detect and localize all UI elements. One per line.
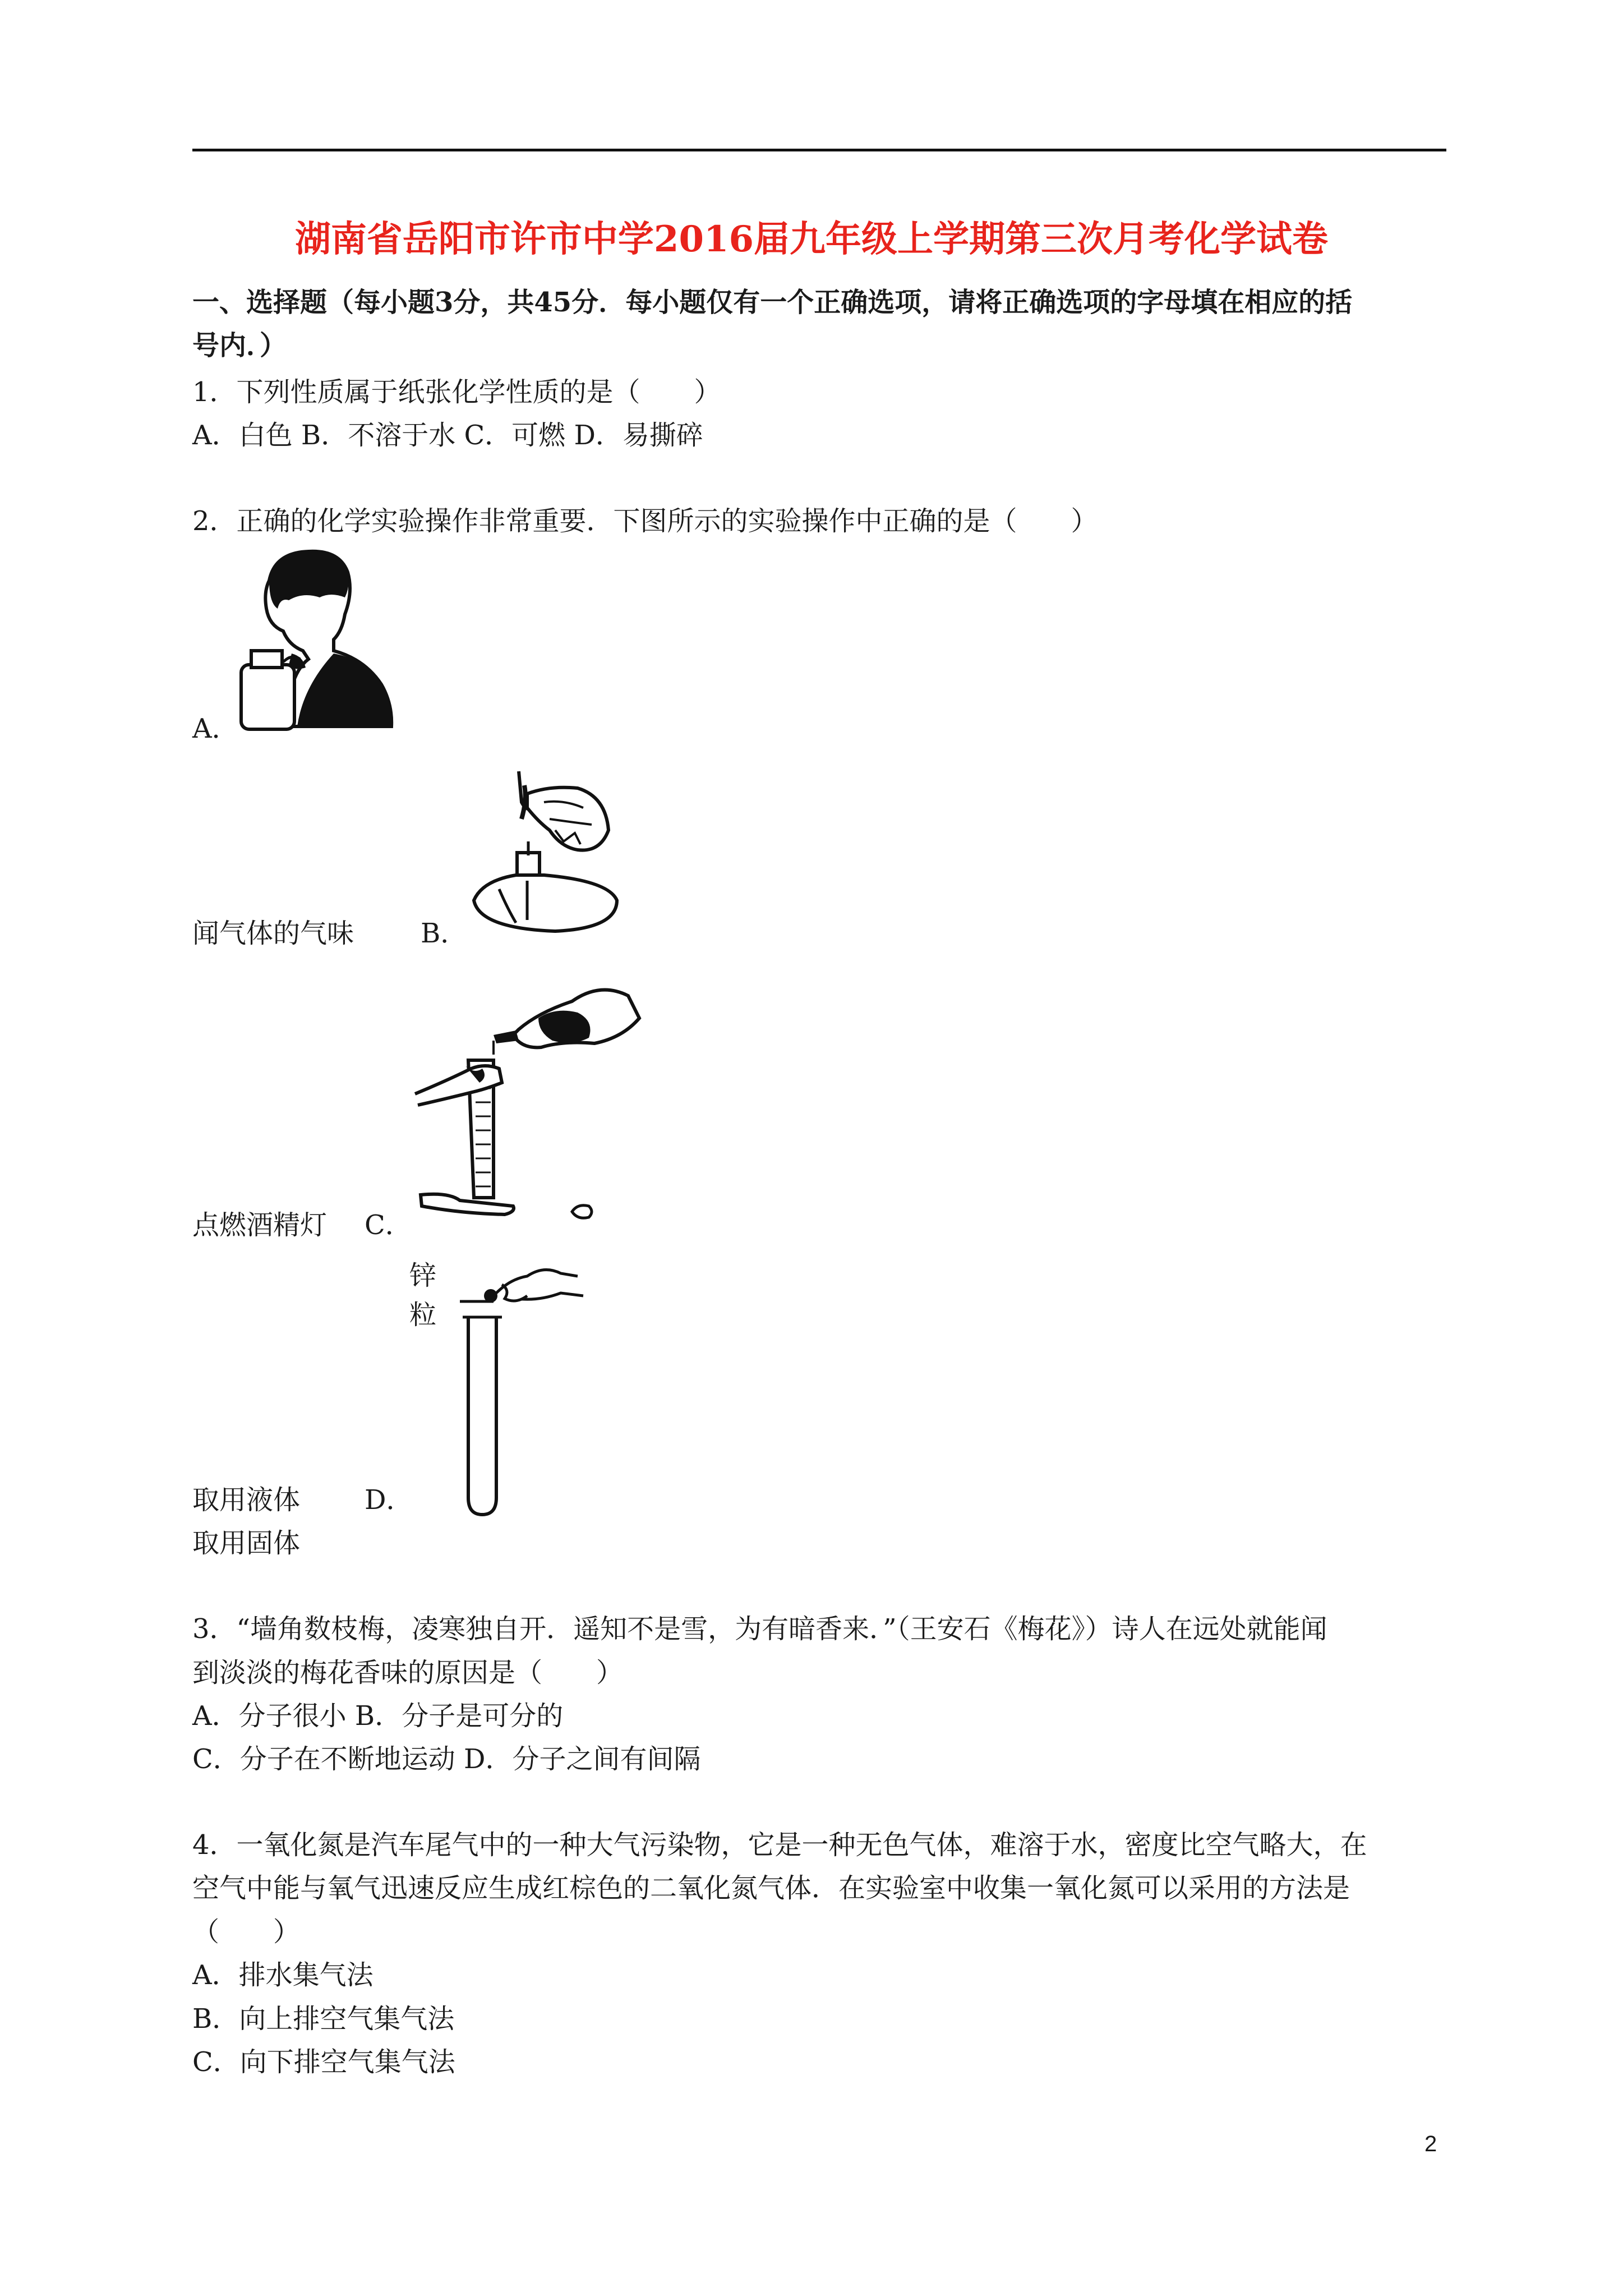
- q1-stem: 1．下列性质属于纸张化学性质的是（ ）: [192, 376, 721, 408]
- smell-gas-illustration: [236, 547, 398, 738]
- page-title: 湖南省岳阳市许市中学2016届九年级上学期第三次月考化学试卷: [294, 218, 1329, 260]
- q2-stem: 2．正确的化学实验操作非常重要．下图所示的实验操作中正确的是（ ）: [192, 505, 1098, 537]
- zinc-label-1: 锌: [409, 1260, 437, 1291]
- q2-option-a-letter: A．: [192, 713, 239, 744]
- page-number: 2: [1424, 2132, 1437, 2156]
- zinc-label-2: 粒: [409, 1299, 437, 1331]
- q2-option-b-letter: B．: [421, 918, 468, 949]
- q4-stem-line-2: 空气中能与氧气迅速反应生成红棕色的二氧化氮气体．在实验室中收集一氧化氮可以采用的方法是: [192, 1872, 1350, 1904]
- zinc-solid-illustration: [449, 1251, 594, 1520]
- q2-option-c-letter: C．: [365, 1209, 412, 1241]
- section-heading-line-2: 号内．）: [192, 330, 287, 361]
- section-heading-line-1: 一、选择题（每小题3分，共45分．每小题仅有一个正确选项，请将正确选项的字母填在相应的括: [192, 287, 1353, 318]
- header-rule: [192, 149, 1446, 151]
- q4-option-b: B．向上排空气集气法: [192, 2003, 455, 2035]
- q3-options-line-2: C．分子在不断地运动 D．分子之间有间隔: [192, 1743, 701, 1775]
- q2-option-b-caption: 点燃酒精灯: [192, 1209, 328, 1241]
- q2-option-d-letter: D．: [365, 1484, 413, 1516]
- q2-option-c-caption: 取用液体: [192, 1484, 301, 1516]
- q4-stem-line-3: （ ）: [192, 1916, 301, 1948]
- q2-option-a-caption: 闻气体的气味: [192, 918, 354, 949]
- q3-stem-line-1: 3．“墙角数枝梅，凌寒独自开．遥知不是雪，为有暗香来．”（王安石《梅花》）诗人在远处就能闻: [192, 1613, 1327, 1645]
- pour-liquid-illustration: [409, 984, 651, 1226]
- q2-option-d-caption: 取用固体: [192, 1527, 301, 1559]
- q4-option-c: C．向下排空气集气法: [192, 2046, 455, 2078]
- q4-option-a: A．排水集气法: [192, 1959, 374, 1991]
- q1-options: A．白色 B．不溶于水 C．可燃 D．易撕碎: [192, 420, 703, 451]
- q4-stem-line-1: 4．一氧化氮是汽车尾气中的一种大气污染物，它是一种无色气体，难溶于水，密度比空气略大，在: [192, 1829, 1367, 1861]
- q3-stem-line-2: 到淡淡的梅花香味的原因是（ ）: [192, 1657, 624, 1688]
- alcohol-lamp-illustration: [465, 769, 645, 942]
- q3-options-line-1: A．分子很小 B．分子是可分的: [192, 1700, 564, 1732]
